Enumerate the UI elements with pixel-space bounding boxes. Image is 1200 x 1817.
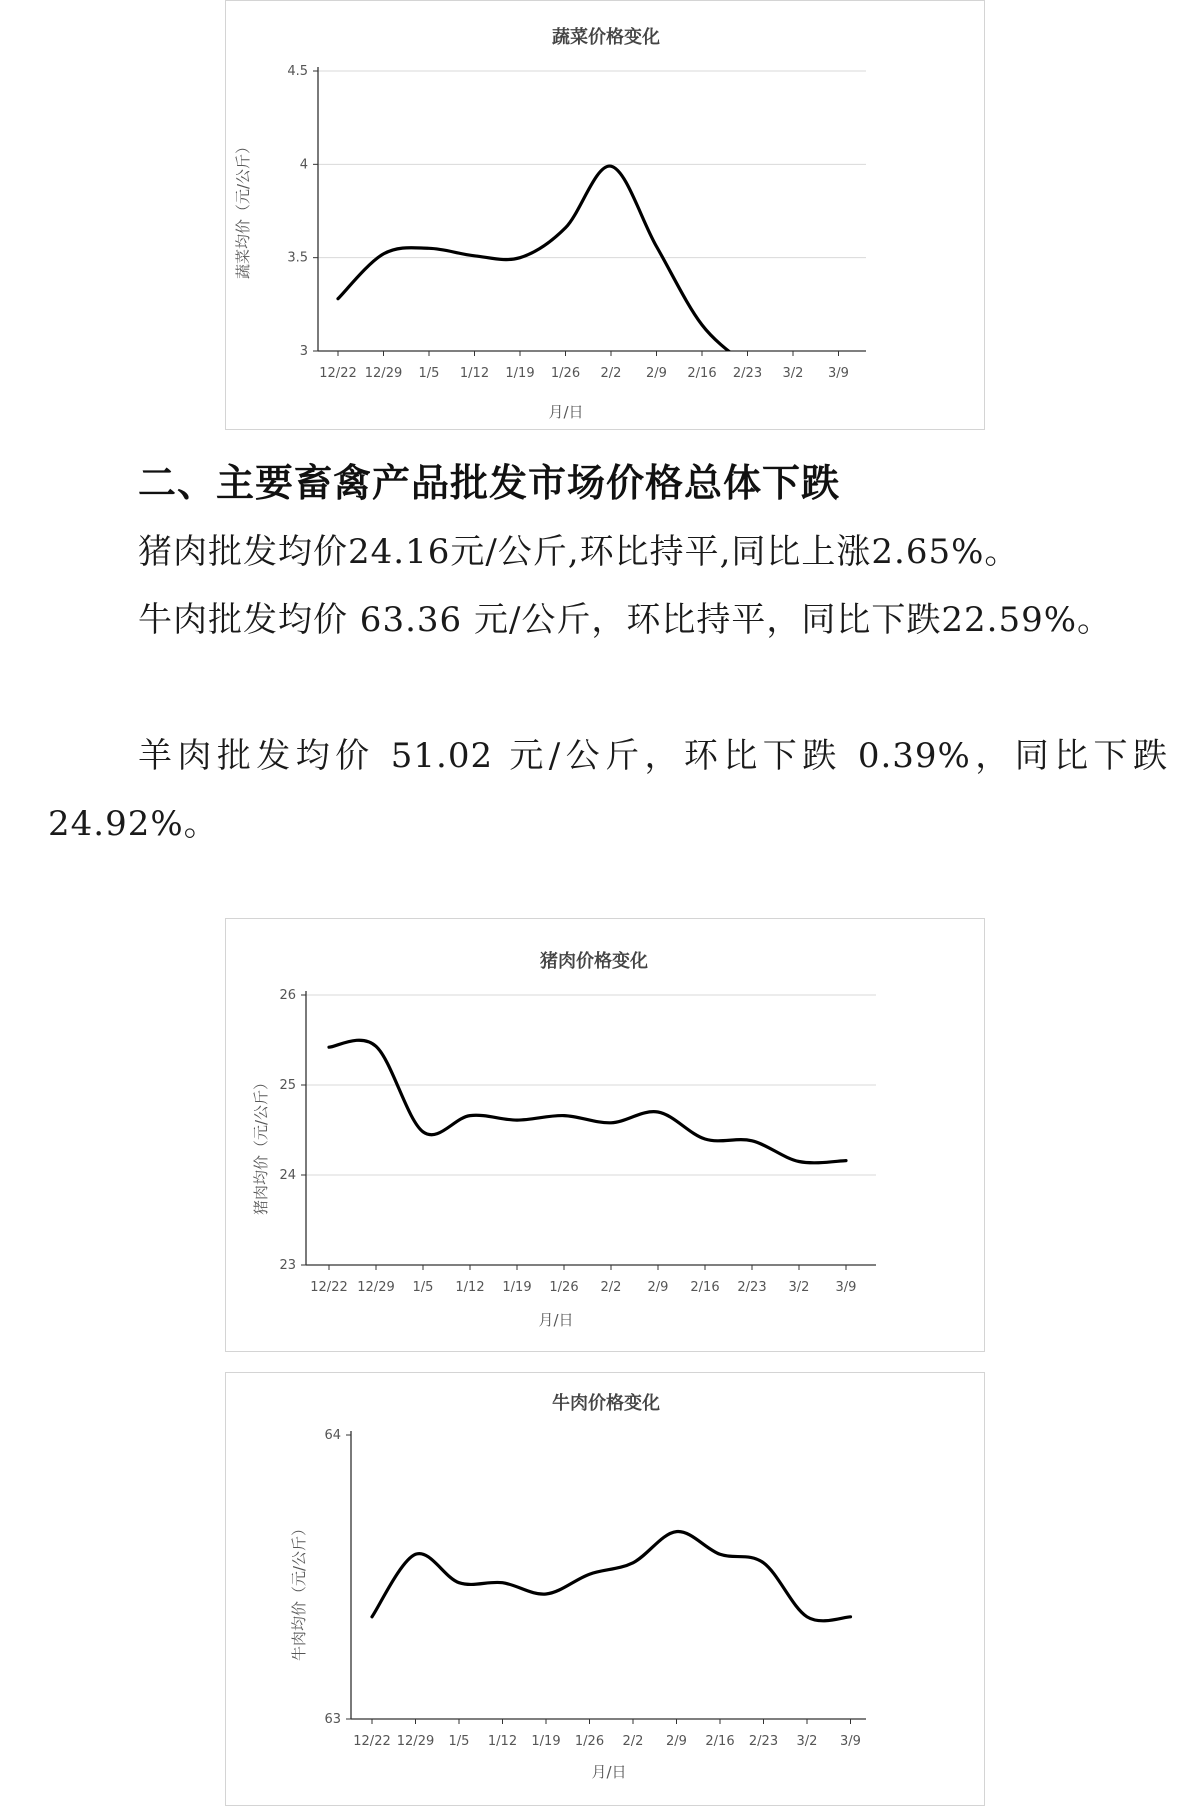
beef-price-chart: [225, 1372, 985, 1806]
x-tick-label: 12/29: [357, 1280, 395, 1295]
x-tick-label: 12/22: [310, 1280, 348, 1295]
x-tick-label: 3/2: [788, 1280, 810, 1295]
x-tick-label: 2/2: [600, 366, 622, 381]
x-tick-label: 12/29: [396, 1734, 435, 1749]
chart-title: 牛肉价格变化: [552, 1393, 660, 1414]
x-tick-label: 2/23: [732, 366, 763, 381]
y-tick-label: 3: [299, 344, 308, 359]
beef-paragraph: 牛肉批发均价 63.36 元/公斤，环比持平，同比下跌22.59%。: [138, 600, 1113, 640]
x-axis-label: 月/日: [591, 1763, 627, 1781]
section-heading: 二、主要畜禽产品批发市场价格总体下跌: [138, 461, 841, 505]
x-tick-label: 1/12: [487, 1734, 518, 1749]
chart-title: 蔬菜价格变化: [552, 27, 660, 48]
x-tick-label: 2/9: [666, 1734, 687, 1749]
y-axis-label: 牛肉均价（元/公斤）: [290, 1520, 308, 1662]
x-tick-label: 2/9: [646, 366, 667, 381]
x-tick-label: 12/22: [319, 366, 357, 381]
x-tick-label: 2/16: [690, 1280, 720, 1295]
pork-chart-svg: [226, 919, 986, 1353]
x-tick-label: 1/12: [455, 1280, 485, 1295]
vegetable-price-chart: [225, 0, 985, 430]
x-tick-label: 1/26: [574, 1734, 605, 1749]
x-tick-label: 2/23: [748, 1734, 779, 1749]
y-axis-label: 猪肉均价（元/公斤）: [252, 1074, 270, 1216]
x-tick-label: 1/5: [418, 366, 440, 381]
x-tick-label: 3/2: [782, 366, 804, 381]
x-tick-label: 1/19: [505, 366, 535, 381]
x-tick-label: 12/29: [364, 366, 403, 381]
x-tick-label: 2/16: [687, 366, 717, 381]
x-tick-label: 12/22: [353, 1734, 391, 1749]
x-tick-label: 1/26: [549, 1280, 579, 1295]
x-tick-label: 3/9: [840, 1734, 861, 1749]
pork-price-chart: [225, 918, 985, 1352]
x-tick-label: 2/2: [600, 1280, 622, 1295]
y-tick-label: 63: [324, 1712, 341, 1727]
x-tick-label: 1/19: [502, 1280, 532, 1295]
x-tick-label: 2/23: [737, 1280, 767, 1295]
x-axis-label: 月/日: [538, 1311, 574, 1329]
x-tick-label: 3/9: [835, 1280, 857, 1295]
pork-paragraph: 猪肉批发均价24.16元/公斤,环比持平,同比上涨2.65%。: [138, 532, 1020, 572]
series-line: [329, 1040, 846, 1163]
chart-title: 猪肉价格变化: [540, 951, 648, 972]
beef-chart-svg: [226, 1373, 986, 1807]
mutton-paragraph: 羊肉批发均价 51.02 元/公斤，环比下跌 0.39%，同比下跌 24.92%。: [48, 736, 1168, 844]
x-tick-label: 2/9: [647, 1280, 669, 1295]
x-tick-label: 3/2: [796, 1734, 818, 1749]
x-tick-label: 3/9: [828, 366, 849, 381]
series-line: [372, 1532, 851, 1621]
y-tick-label: 23: [279, 1258, 296, 1273]
x-tick-label: 1/19: [531, 1734, 561, 1749]
x-tick-label: 2/16: [705, 1734, 735, 1749]
y-tick-label: 24: [279, 1168, 296, 1183]
y-tick-label: 4.5: [287, 64, 308, 79]
x-axis-label: 月/日: [548, 403, 584, 421]
y-tick-label: 3.5: [287, 250, 308, 266]
y-tick-label: 26: [279, 988, 296, 1003]
x-tick-label: 1/26: [550, 366, 581, 381]
vegetable-chart-svg: [226, 1, 986, 431]
y-tick-label: 64: [324, 1428, 341, 1443]
y-axis-label: 蔬菜均价（元/公斤）: [234, 138, 252, 280]
x-tick-label: 1/5: [412, 1280, 434, 1295]
x-tick-label: 1/5: [448, 1734, 470, 1749]
x-tick-label: 2/2: [622, 1734, 644, 1749]
series-line: [338, 166, 748, 366]
y-tick-label: 25: [279, 1078, 296, 1093]
y-tick-label: 4: [299, 157, 308, 173]
x-tick-label: 1/12: [459, 366, 490, 381]
